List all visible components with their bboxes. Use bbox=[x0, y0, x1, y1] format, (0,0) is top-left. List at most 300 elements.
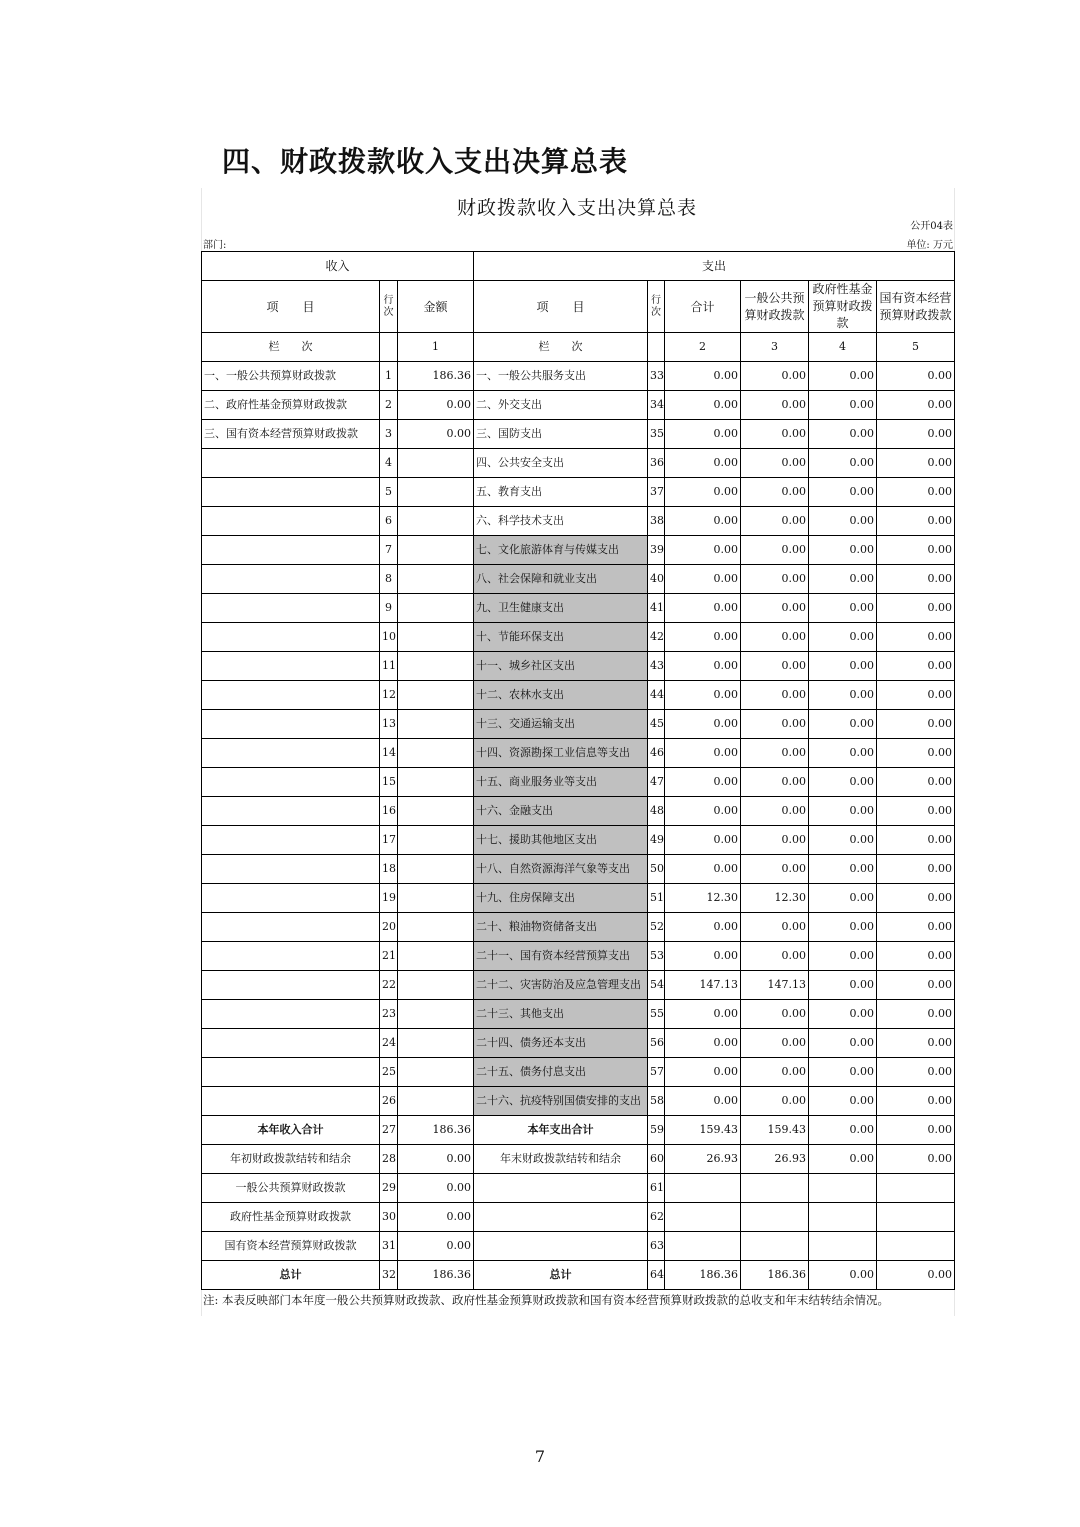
expense-row-no-cell: 62 bbox=[648, 1203, 665, 1232]
column-index-row bbox=[202, 333, 955, 362]
total-cell: 0.00 bbox=[665, 797, 741, 826]
income-item-cell: 三、国有资本经营预算财政拨款 bbox=[202, 420, 380, 449]
state-capital-cell: 0.00 bbox=[877, 565, 955, 594]
gov-fund-cell: 0.00 bbox=[809, 652, 877, 681]
table-row bbox=[202, 971, 955, 1000]
expense-row-no-cell: 37 bbox=[648, 478, 665, 507]
gov-fund-cell: 0.00 bbox=[809, 507, 877, 536]
page-number: 7 bbox=[534, 1447, 546, 1466]
gov-fund-cell bbox=[809, 1203, 877, 1232]
total-cell: 147.13 bbox=[665, 971, 741, 1000]
state-capital-cell: 0.00 bbox=[877, 1116, 955, 1145]
income-amount-cell bbox=[398, 942, 474, 971]
general-budget-cell: 0.00 bbox=[741, 739, 809, 768]
state-capital-cell: 0.00 bbox=[877, 768, 955, 797]
expense-row-no-cell: 33 bbox=[648, 362, 665, 391]
total-cell: 0.00 bbox=[665, 855, 741, 884]
income-amount-cell bbox=[398, 594, 474, 623]
general-budget-header: 一般公共预算财政拨款 bbox=[741, 281, 809, 333]
table-row bbox=[202, 1058, 955, 1087]
summary-row bbox=[202, 1232, 955, 1261]
general-budget-cell: 0.00 bbox=[741, 623, 809, 652]
income-item-cell bbox=[202, 565, 380, 594]
state-capital-cell: 0.00 bbox=[877, 826, 955, 855]
expense-row-no-cell: 34 bbox=[648, 391, 665, 420]
expense-item-cell: 十九、住房保障支出 bbox=[474, 884, 648, 913]
expense-row-no-cell: 53 bbox=[648, 942, 665, 971]
gov-fund-cell: 0.00 bbox=[809, 942, 877, 971]
general-budget-cell: 159.43 bbox=[741, 1116, 809, 1145]
gov-fund-cell bbox=[809, 1232, 877, 1261]
income-amount-cell bbox=[398, 855, 474, 884]
state-capital-index: 5 bbox=[877, 333, 955, 362]
expense-item-cell bbox=[474, 1203, 648, 1232]
income-amount-cell: 186.36 bbox=[398, 1116, 474, 1145]
total-cell bbox=[665, 1203, 741, 1232]
income-row-no-index bbox=[380, 333, 398, 362]
general-budget-index: 3 bbox=[741, 333, 809, 362]
table-row bbox=[202, 507, 955, 536]
gov-fund-header: 政府性基金预算财政拨款 bbox=[809, 281, 877, 333]
table-row bbox=[202, 884, 955, 913]
total-cell: 0.00 bbox=[665, 449, 741, 478]
financial-table bbox=[201, 251, 955, 1290]
total-header: 合计 bbox=[665, 281, 741, 333]
expense-item-cell: 十三、交通运输支出 bbox=[474, 710, 648, 739]
unit-label: 单位: 万元 bbox=[906, 240, 953, 251]
general-budget-cell bbox=[741, 1174, 809, 1203]
amount-header: 金额 bbox=[398, 281, 474, 333]
total-cell: 0.00 bbox=[665, 826, 741, 855]
table-row bbox=[202, 942, 955, 971]
income-amount-cell: 0.00 bbox=[398, 1174, 474, 1203]
expense-row-no-cell: 63 bbox=[648, 1232, 665, 1261]
expense-item-cell: 本年支出合计 bbox=[474, 1116, 648, 1145]
income-amount-cell bbox=[398, 739, 474, 768]
general-budget-cell: 0.00 bbox=[741, 391, 809, 420]
summary-row bbox=[202, 1174, 955, 1203]
income-row-no-cell: 21 bbox=[380, 942, 398, 971]
gov-fund-cell: 0.00 bbox=[809, 826, 877, 855]
gov-fund-cell: 0.00 bbox=[809, 681, 877, 710]
table-row bbox=[202, 710, 955, 739]
expense-row-no-cell: 48 bbox=[648, 797, 665, 826]
income-amount-cell: 0.00 bbox=[398, 420, 474, 449]
income-item-cell bbox=[202, 1058, 380, 1087]
general-budget-cell: 0.00 bbox=[741, 478, 809, 507]
expense-item-cell: 十八、自然资源海洋气象等支出 bbox=[474, 855, 648, 884]
income-item-cell: 二、政府性基金预算财政拨款 bbox=[202, 391, 380, 420]
expense-row-no-cell: 61 bbox=[648, 1174, 665, 1203]
income-header: 收入 bbox=[202, 252, 474, 281]
state-capital-cell: 0.00 bbox=[877, 942, 955, 971]
state-capital-cell: 0.00 bbox=[877, 391, 955, 420]
expense-row-no-header: 行次 bbox=[648, 281, 665, 333]
total-cell: 26.93 bbox=[665, 1145, 741, 1174]
state-capital-cell: 0.00 bbox=[877, 1029, 955, 1058]
expense-item-cell: 三、国防支出 bbox=[474, 420, 648, 449]
general-budget-cell: 0.00 bbox=[741, 913, 809, 942]
income-amount-cell: 0.00 bbox=[398, 1232, 474, 1261]
table-row bbox=[202, 826, 955, 855]
gov-fund-cell: 0.00 bbox=[809, 913, 877, 942]
income-row-no-cell: 14 bbox=[380, 739, 398, 768]
gov-fund-cell: 0.00 bbox=[809, 884, 877, 913]
expense-item-cell: 二十五、债务付息支出 bbox=[474, 1058, 648, 1087]
expense-column-order-label: 栏 次 bbox=[474, 333, 648, 362]
total-cell bbox=[665, 1174, 741, 1203]
income-item-cell bbox=[202, 681, 380, 710]
expense-row-no-cell: 35 bbox=[648, 420, 665, 449]
income-row-no-cell: 7 bbox=[380, 536, 398, 565]
general-budget-cell: 0.00 bbox=[741, 594, 809, 623]
expense-row-no-cell: 59 bbox=[648, 1116, 665, 1145]
gov-fund-cell: 0.00 bbox=[809, 1261, 877, 1290]
expense-item-cell: 二十一、国有资本经营预算支出 bbox=[474, 942, 648, 971]
expense-item-cell: 总计 bbox=[474, 1261, 648, 1290]
state-capital-cell bbox=[877, 1203, 955, 1232]
total-cell: 0.00 bbox=[665, 739, 741, 768]
expense-item-cell: 十四、资源勘探工业信息等支出 bbox=[474, 739, 648, 768]
summary-row bbox=[202, 1261, 955, 1290]
table-row bbox=[202, 913, 955, 942]
income-row-no-cell: 24 bbox=[380, 1029, 398, 1058]
gov-fund-cell: 0.00 bbox=[809, 623, 877, 652]
total-cell: 0.00 bbox=[665, 623, 741, 652]
gov-fund-cell: 0.00 bbox=[809, 536, 877, 565]
expense-item-cell: 二十六、抗疫特别国债安排的支出 bbox=[474, 1087, 648, 1116]
income-item-cell bbox=[202, 971, 380, 1000]
income-item-cell bbox=[202, 594, 380, 623]
income-item-cell bbox=[202, 739, 380, 768]
expense-row-no-cell: 44 bbox=[648, 681, 665, 710]
expense-row-no-cell: 38 bbox=[648, 507, 665, 536]
income-amount-cell bbox=[398, 1029, 474, 1058]
income-row-no-cell: 6 bbox=[380, 507, 398, 536]
gov-fund-index: 4 bbox=[809, 333, 877, 362]
income-row-no-cell: 30 bbox=[380, 1203, 398, 1232]
income-row-no-cell: 10 bbox=[380, 623, 398, 652]
income-amount-cell bbox=[398, 1000, 474, 1029]
total-cell: 0.00 bbox=[665, 536, 741, 565]
group-header-row bbox=[202, 252, 955, 281]
income-row-no-cell: 29 bbox=[380, 1174, 398, 1203]
income-row-no-cell: 2 bbox=[380, 391, 398, 420]
summary-row bbox=[202, 1145, 955, 1174]
gov-fund-cell bbox=[809, 1174, 877, 1203]
expense-row-no-cell: 60 bbox=[648, 1145, 665, 1174]
expense-row-no-cell: 64 bbox=[648, 1261, 665, 1290]
gov-fund-cell: 0.00 bbox=[809, 1000, 877, 1029]
table-row bbox=[202, 1000, 955, 1029]
income-row-no-cell: 27 bbox=[380, 1116, 398, 1145]
state-capital-cell: 0.00 bbox=[877, 362, 955, 391]
expense-row-no-cell: 40 bbox=[648, 565, 665, 594]
income-row-no-cell: 23 bbox=[380, 1000, 398, 1029]
gov-fund-cell: 0.00 bbox=[809, 478, 877, 507]
income-item-cell: 年初财政拨款结转和结余 bbox=[202, 1145, 380, 1174]
income-row-no-header: 行次 bbox=[380, 281, 398, 333]
general-budget-cell: 0.00 bbox=[741, 449, 809, 478]
general-budget-cell: 0.00 bbox=[741, 1058, 809, 1087]
general-budget-cell: 0.00 bbox=[741, 565, 809, 594]
expense-item-cell bbox=[474, 1232, 648, 1261]
state-capital-cell: 0.00 bbox=[877, 1261, 955, 1290]
general-budget-cell: 0.00 bbox=[741, 681, 809, 710]
state-capital-cell: 0.00 bbox=[877, 623, 955, 652]
gov-fund-cell: 0.00 bbox=[809, 565, 877, 594]
gov-fund-cell: 0.00 bbox=[809, 768, 877, 797]
expense-item-cell: 六、科学技术支出 bbox=[474, 507, 648, 536]
general-budget-cell: 0.00 bbox=[741, 942, 809, 971]
income-row-no-cell: 32 bbox=[380, 1261, 398, 1290]
state-capital-cell: 0.00 bbox=[877, 1000, 955, 1029]
income-item-cell bbox=[202, 478, 380, 507]
income-item-cell bbox=[202, 710, 380, 739]
total-cell: 159.43 bbox=[665, 1116, 741, 1145]
income-amount-cell bbox=[398, 1058, 474, 1087]
income-item-cell bbox=[202, 797, 380, 826]
gov-fund-cell: 0.00 bbox=[809, 1145, 877, 1174]
general-budget-cell: 0.00 bbox=[741, 768, 809, 797]
expense-row-no-cell: 46 bbox=[648, 739, 665, 768]
income-amount-cell bbox=[398, 971, 474, 1000]
expense-row-no-cell: 43 bbox=[648, 652, 665, 681]
income-item-cell: 一般公共预算财政拨款 bbox=[202, 1174, 380, 1203]
table-row bbox=[202, 594, 955, 623]
table-row bbox=[202, 449, 955, 478]
expense-row-no-cell: 42 bbox=[648, 623, 665, 652]
total-cell: 12.30 bbox=[665, 884, 741, 913]
state-capital-cell bbox=[877, 1232, 955, 1261]
gov-fund-cell: 0.00 bbox=[809, 971, 877, 1000]
table-row bbox=[202, 362, 955, 391]
income-row-no-cell: 11 bbox=[380, 652, 398, 681]
expense-header: 支出 bbox=[474, 252, 955, 281]
total-cell: 0.00 bbox=[665, 942, 741, 971]
expense-row-no-cell: 54 bbox=[648, 971, 665, 1000]
gov-fund-cell: 0.00 bbox=[809, 1116, 877, 1145]
general-budget-cell: 186.36 bbox=[741, 1261, 809, 1290]
state-capital-cell: 0.00 bbox=[877, 681, 955, 710]
income-amount-cell bbox=[398, 536, 474, 565]
state-capital-cell: 0.00 bbox=[877, 739, 955, 768]
gov-fund-cell: 0.00 bbox=[809, 710, 877, 739]
expense-item-cell: 十二、农林水支出 bbox=[474, 681, 648, 710]
income-amount-cell: 0.00 bbox=[398, 391, 474, 420]
state-capital-cell: 0.00 bbox=[877, 594, 955, 623]
income-amount-cell bbox=[398, 826, 474, 855]
total-cell: 0.00 bbox=[665, 681, 741, 710]
income-item-cell: 总计 bbox=[202, 1261, 380, 1290]
table-row bbox=[202, 652, 955, 681]
income-row-no-cell: 16 bbox=[380, 797, 398, 826]
income-amount-cell bbox=[398, 913, 474, 942]
income-item-cell: 国有资本经营预算财政拨款 bbox=[202, 1232, 380, 1261]
income-item-cell bbox=[202, 1000, 380, 1029]
income-row-no-cell: 15 bbox=[380, 768, 398, 797]
expense-item-cell: 四、公共安全支出 bbox=[474, 449, 648, 478]
table-row bbox=[202, 681, 955, 710]
expense-row-no-index bbox=[648, 333, 665, 362]
total-index: 2 bbox=[665, 333, 741, 362]
general-budget-cell: 0.00 bbox=[741, 420, 809, 449]
income-item-cell: 政府性基金预算财政拨款 bbox=[202, 1203, 380, 1232]
income-amount-cell bbox=[398, 565, 474, 594]
expense-item-cell bbox=[474, 1174, 648, 1203]
general-budget-cell: 12.30 bbox=[741, 884, 809, 913]
general-budget-cell: 0.00 bbox=[741, 652, 809, 681]
general-budget-cell bbox=[741, 1203, 809, 1232]
expense-item-cell: 五、教育支出 bbox=[474, 478, 648, 507]
income-item-cell: 本年收入合计 bbox=[202, 1116, 380, 1145]
general-budget-cell: 0.00 bbox=[741, 1087, 809, 1116]
expense-row-no-cell: 39 bbox=[648, 536, 665, 565]
income-item-cell bbox=[202, 768, 380, 797]
income-item-cell bbox=[202, 913, 380, 942]
income-item-cell bbox=[202, 942, 380, 971]
expense-item-cell: 十五、商业服务业等支出 bbox=[474, 768, 648, 797]
income-amount-cell: 186.36 bbox=[398, 362, 474, 391]
income-row-no-cell: 4 bbox=[380, 449, 398, 478]
income-item-cell bbox=[202, 449, 380, 478]
income-row-no-cell: 12 bbox=[380, 681, 398, 710]
gov-fund-cell: 0.00 bbox=[809, 362, 877, 391]
income-amount-cell bbox=[398, 797, 474, 826]
expense-row-no-cell: 49 bbox=[648, 826, 665, 855]
income-row-no-cell: 19 bbox=[380, 884, 398, 913]
table-row bbox=[202, 536, 955, 565]
table-note: 注: 本表反映部门本年度一般公共预算财政拨款、政府性基金预算财政拨款和国有资本经营预算财政拨款的总收支和年末结转结余情况。 bbox=[203, 1293, 890, 1307]
income-amount-cell: 186.36 bbox=[398, 1261, 474, 1290]
state-capital-cell: 0.00 bbox=[877, 971, 955, 1000]
page-heading: 四、财政拨款收入支出决算总表 bbox=[222, 145, 629, 178]
total-cell: 186.36 bbox=[665, 1261, 741, 1290]
column-header-row bbox=[202, 281, 955, 333]
total-cell: 0.00 bbox=[665, 710, 741, 739]
expense-row-no-cell: 57 bbox=[648, 1058, 665, 1087]
expense-row-no-cell: 47 bbox=[648, 768, 665, 797]
general-budget-cell: 0.00 bbox=[741, 1000, 809, 1029]
income-amount-cell bbox=[398, 623, 474, 652]
gov-fund-cell: 0.00 bbox=[809, 1058, 877, 1087]
expense-row-no-cell: 56 bbox=[648, 1029, 665, 1058]
expense-item-cell: 十六、金融支出 bbox=[474, 797, 648, 826]
state-capital-cell: 0.00 bbox=[877, 1058, 955, 1087]
income-row-no-cell: 18 bbox=[380, 855, 398, 884]
income-row-no-cell: 20 bbox=[380, 913, 398, 942]
expense-item-cell: 二十四、债务还本支出 bbox=[474, 1029, 648, 1058]
general-budget-cell: 0.00 bbox=[741, 1029, 809, 1058]
department-label: 部门: bbox=[203, 240, 227, 251]
state-capital-cell: 0.00 bbox=[877, 884, 955, 913]
expense-row-no-cell: 36 bbox=[648, 449, 665, 478]
expense-item-cell: 八、社会保障和就业支出 bbox=[474, 565, 648, 594]
gov-fund-cell: 0.00 bbox=[809, 855, 877, 884]
expense-item-cell: 一、一般公共服务支出 bbox=[474, 362, 648, 391]
income-row-no-cell: 17 bbox=[380, 826, 398, 855]
state-capital-cell: 0.00 bbox=[877, 797, 955, 826]
income-amount-cell: 0.00 bbox=[398, 1145, 474, 1174]
income-row-no-cell: 13 bbox=[380, 710, 398, 739]
income-amount-cell bbox=[398, 652, 474, 681]
total-cell: 0.00 bbox=[665, 768, 741, 797]
gov-fund-cell: 0.00 bbox=[809, 420, 877, 449]
state-capital-cell: 0.00 bbox=[877, 855, 955, 884]
expense-item-cell: 二、外交支出 bbox=[474, 391, 648, 420]
table-row bbox=[202, 1029, 955, 1058]
income-row-no-cell: 25 bbox=[380, 1058, 398, 1087]
expense-item-cell: 二十三、其他支出 bbox=[474, 1000, 648, 1029]
total-cell: 0.00 bbox=[665, 1058, 741, 1087]
total-cell: 0.00 bbox=[665, 913, 741, 942]
expense-item-cell: 二十、粮油物资储备支出 bbox=[474, 913, 648, 942]
income-amount-cell bbox=[398, 1087, 474, 1116]
total-cell: 0.00 bbox=[665, 652, 741, 681]
state-capital-cell: 0.00 bbox=[877, 449, 955, 478]
state-capital-cell: 0.00 bbox=[877, 420, 955, 449]
table-row bbox=[202, 420, 955, 449]
income-item-cell bbox=[202, 1029, 380, 1058]
general-budget-cell: 0.00 bbox=[741, 855, 809, 884]
income-item-cell bbox=[202, 507, 380, 536]
general-budget-cell: 0.00 bbox=[741, 507, 809, 536]
expense-item-cell: 十七、援助其他地区支出 bbox=[474, 826, 648, 855]
income-row-no-cell: 26 bbox=[380, 1087, 398, 1116]
expense-item-cell: 十一、城乡社区支出 bbox=[474, 652, 648, 681]
income-amount-cell bbox=[398, 507, 474, 536]
total-cell: 0.00 bbox=[665, 1000, 741, 1029]
amount-index: 1 bbox=[398, 333, 474, 362]
total-cell: 0.00 bbox=[665, 1087, 741, 1116]
expense-row-no-cell: 51 bbox=[648, 884, 665, 913]
income-row-no-cell: 22 bbox=[380, 971, 398, 1000]
income-row-no-cell: 3 bbox=[380, 420, 398, 449]
total-cell: 0.00 bbox=[665, 507, 741, 536]
expense-row-no-cell: 52 bbox=[648, 913, 665, 942]
income-row-no-cell: 28 bbox=[380, 1145, 398, 1174]
expense-row-no-cell: 50 bbox=[648, 855, 665, 884]
income-item-cell: 一、一般公共预算财政拨款 bbox=[202, 362, 380, 391]
total-cell: 0.00 bbox=[665, 594, 741, 623]
expense-item-header: 项 目 bbox=[474, 281, 648, 333]
income-row-no-cell: 5 bbox=[380, 478, 398, 507]
general-budget-cell: 147.13 bbox=[741, 971, 809, 1000]
general-budget-cell: 26.93 bbox=[741, 1145, 809, 1174]
income-item-cell bbox=[202, 652, 380, 681]
gov-fund-cell: 0.00 bbox=[809, 1087, 877, 1116]
income-amount-cell bbox=[398, 884, 474, 913]
table-row bbox=[202, 768, 955, 797]
expense-item-cell: 九、卫生健康支出 bbox=[474, 594, 648, 623]
table-title: 财政拨款收入支出决算总表 bbox=[456, 197, 697, 219]
total-cell: 0.00 bbox=[665, 565, 741, 594]
expense-row-no-cell: 41 bbox=[648, 594, 665, 623]
general-budget-cell: 0.00 bbox=[741, 826, 809, 855]
income-amount-cell bbox=[398, 768, 474, 797]
gov-fund-cell: 0.00 bbox=[809, 1029, 877, 1058]
general-budget-cell: 0.00 bbox=[741, 710, 809, 739]
income-row-no-cell: 8 bbox=[380, 565, 398, 594]
total-cell: 0.00 bbox=[665, 478, 741, 507]
expense-item-cell: 十、节能环保支出 bbox=[474, 623, 648, 652]
state-capital-cell: 0.00 bbox=[877, 913, 955, 942]
income-item-cell bbox=[202, 855, 380, 884]
state-capital-cell: 0.00 bbox=[877, 478, 955, 507]
table-row bbox=[202, 855, 955, 884]
general-budget-cell: 0.00 bbox=[741, 536, 809, 565]
income-item-cell bbox=[202, 536, 380, 565]
